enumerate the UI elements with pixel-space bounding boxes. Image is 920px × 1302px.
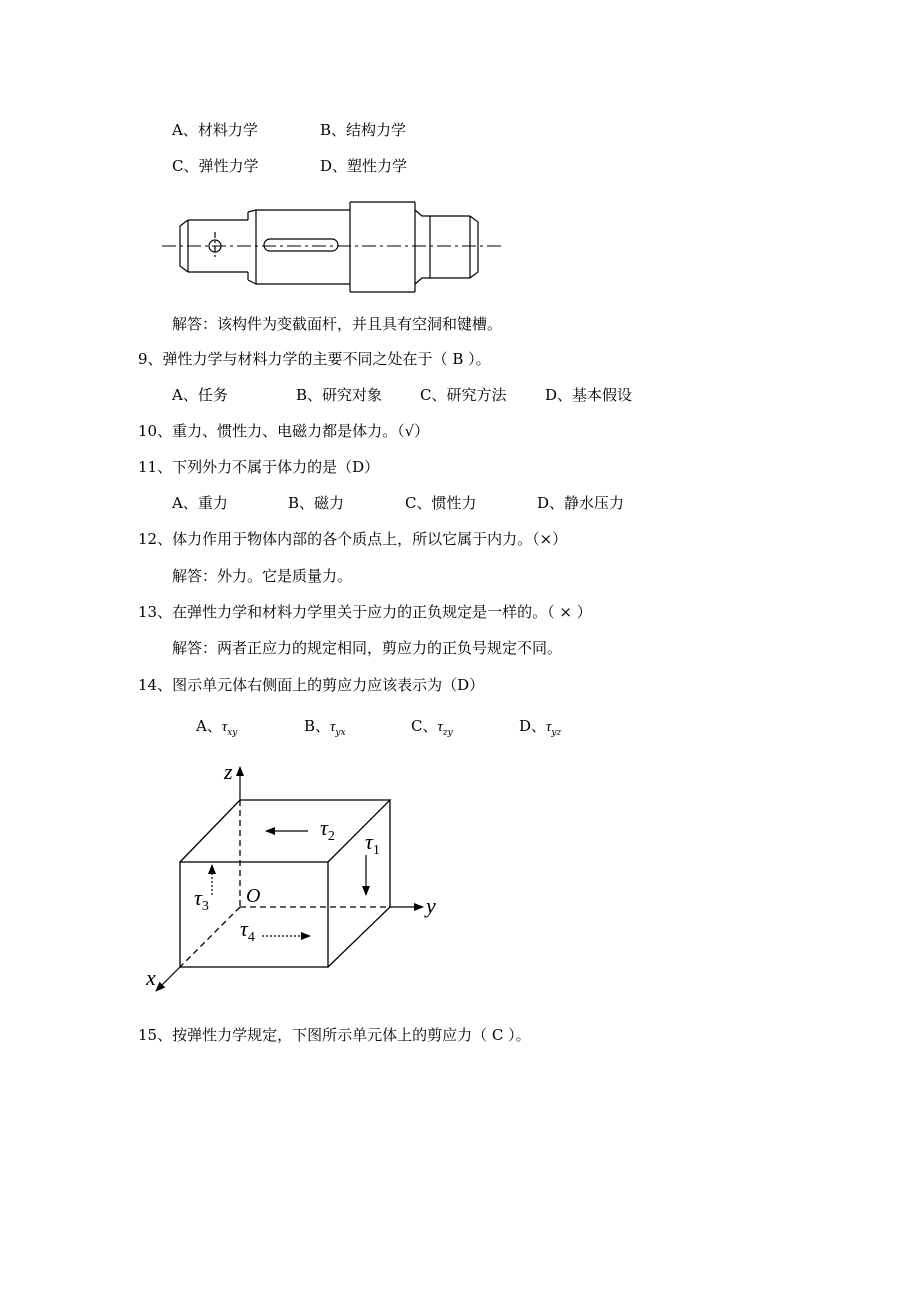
cube-front-face bbox=[180, 862, 328, 967]
q11-option-c: C、惯性力 bbox=[405, 494, 477, 512]
q14-option-c: C、$\tau_{zy}$ bbox=[411, 717, 453, 738]
tau4-label: $\tau_4$ bbox=[240, 916, 255, 945]
axis-label-y: y bbox=[426, 893, 436, 918]
q9-option-c: C、研究方法 bbox=[420, 386, 507, 404]
key-slot bbox=[264, 239, 338, 251]
q14-option-a: A、$\tau_{xy}$ bbox=[196, 717, 238, 738]
q11-option-a: A、重力 bbox=[172, 494, 228, 512]
q11-option-d: D、静水压力 bbox=[537, 494, 625, 512]
q8-option-c: C、弹性力学 bbox=[172, 157, 259, 175]
q9-option-a: A、任务 bbox=[172, 386, 228, 404]
q9-question: 9、弹性力学与材料力学的主要不同之处在于（ B ）。 bbox=[138, 350, 491, 368]
q8-option-d: D、塑性力学 bbox=[320, 157, 408, 175]
q8-option-a: A、材料力学 bbox=[172, 121, 258, 139]
q14-option-b: B、$\tau_{yx}$ bbox=[304, 717, 346, 738]
tau2-label: $\tau_2$ bbox=[320, 815, 335, 844]
q11-question: 11、下列外力不属于体力的是（D） bbox=[138, 458, 380, 476]
q12-question: 12、体力作用于物体内部的各个质点上，所以它属于内力。（×） bbox=[138, 530, 568, 548]
q10-question: 10、重力、惯性力、电磁力都是体力。（√） bbox=[138, 422, 430, 440]
q12-answer: 解答：外力。它是质量力。 bbox=[172, 567, 353, 585]
shaft-figure bbox=[160, 198, 505, 298]
q13-answer: 解答：两者正应力的规定相同，剪应力的正负号规定不同。 bbox=[172, 639, 563, 657]
q8-option-b: B、结构力学 bbox=[320, 121, 407, 139]
tau1-label: $\tau_1$ bbox=[365, 829, 380, 858]
q8-answer: 解答：该构件为变截面杆，并且具有空洞和键槽。 bbox=[172, 315, 503, 333]
q14-question: 14、图示单元体右侧面上的剪应力应该表示为（D） bbox=[138, 676, 485, 694]
cube-right-face bbox=[328, 800, 390, 967]
q9-option-b: B、研究对象 bbox=[296, 386, 383, 404]
axis-label-z: z bbox=[224, 759, 233, 784]
tau3-label: $\tau_3$ bbox=[194, 885, 209, 914]
q15-question: 15、按弹性力学规定，下图所示单元体上的剪应力（ C ）。 bbox=[138, 1026, 531, 1044]
axis-label-x: x bbox=[146, 965, 156, 990]
cube-figure bbox=[140, 755, 460, 1000]
origin-label: O bbox=[246, 885, 261, 907]
q13-question: 13、在弹性力学和材料力学里关于应力的正负规定是一样的。（ × ） bbox=[138, 603, 592, 621]
q11-option-b: B、磁力 bbox=[288, 494, 345, 512]
q9-option-d: D、基本假设 bbox=[545, 386, 633, 404]
q14-option-d: D、$\tau_{yz}$ bbox=[519, 717, 562, 738]
x-axis bbox=[156, 967, 180, 991]
